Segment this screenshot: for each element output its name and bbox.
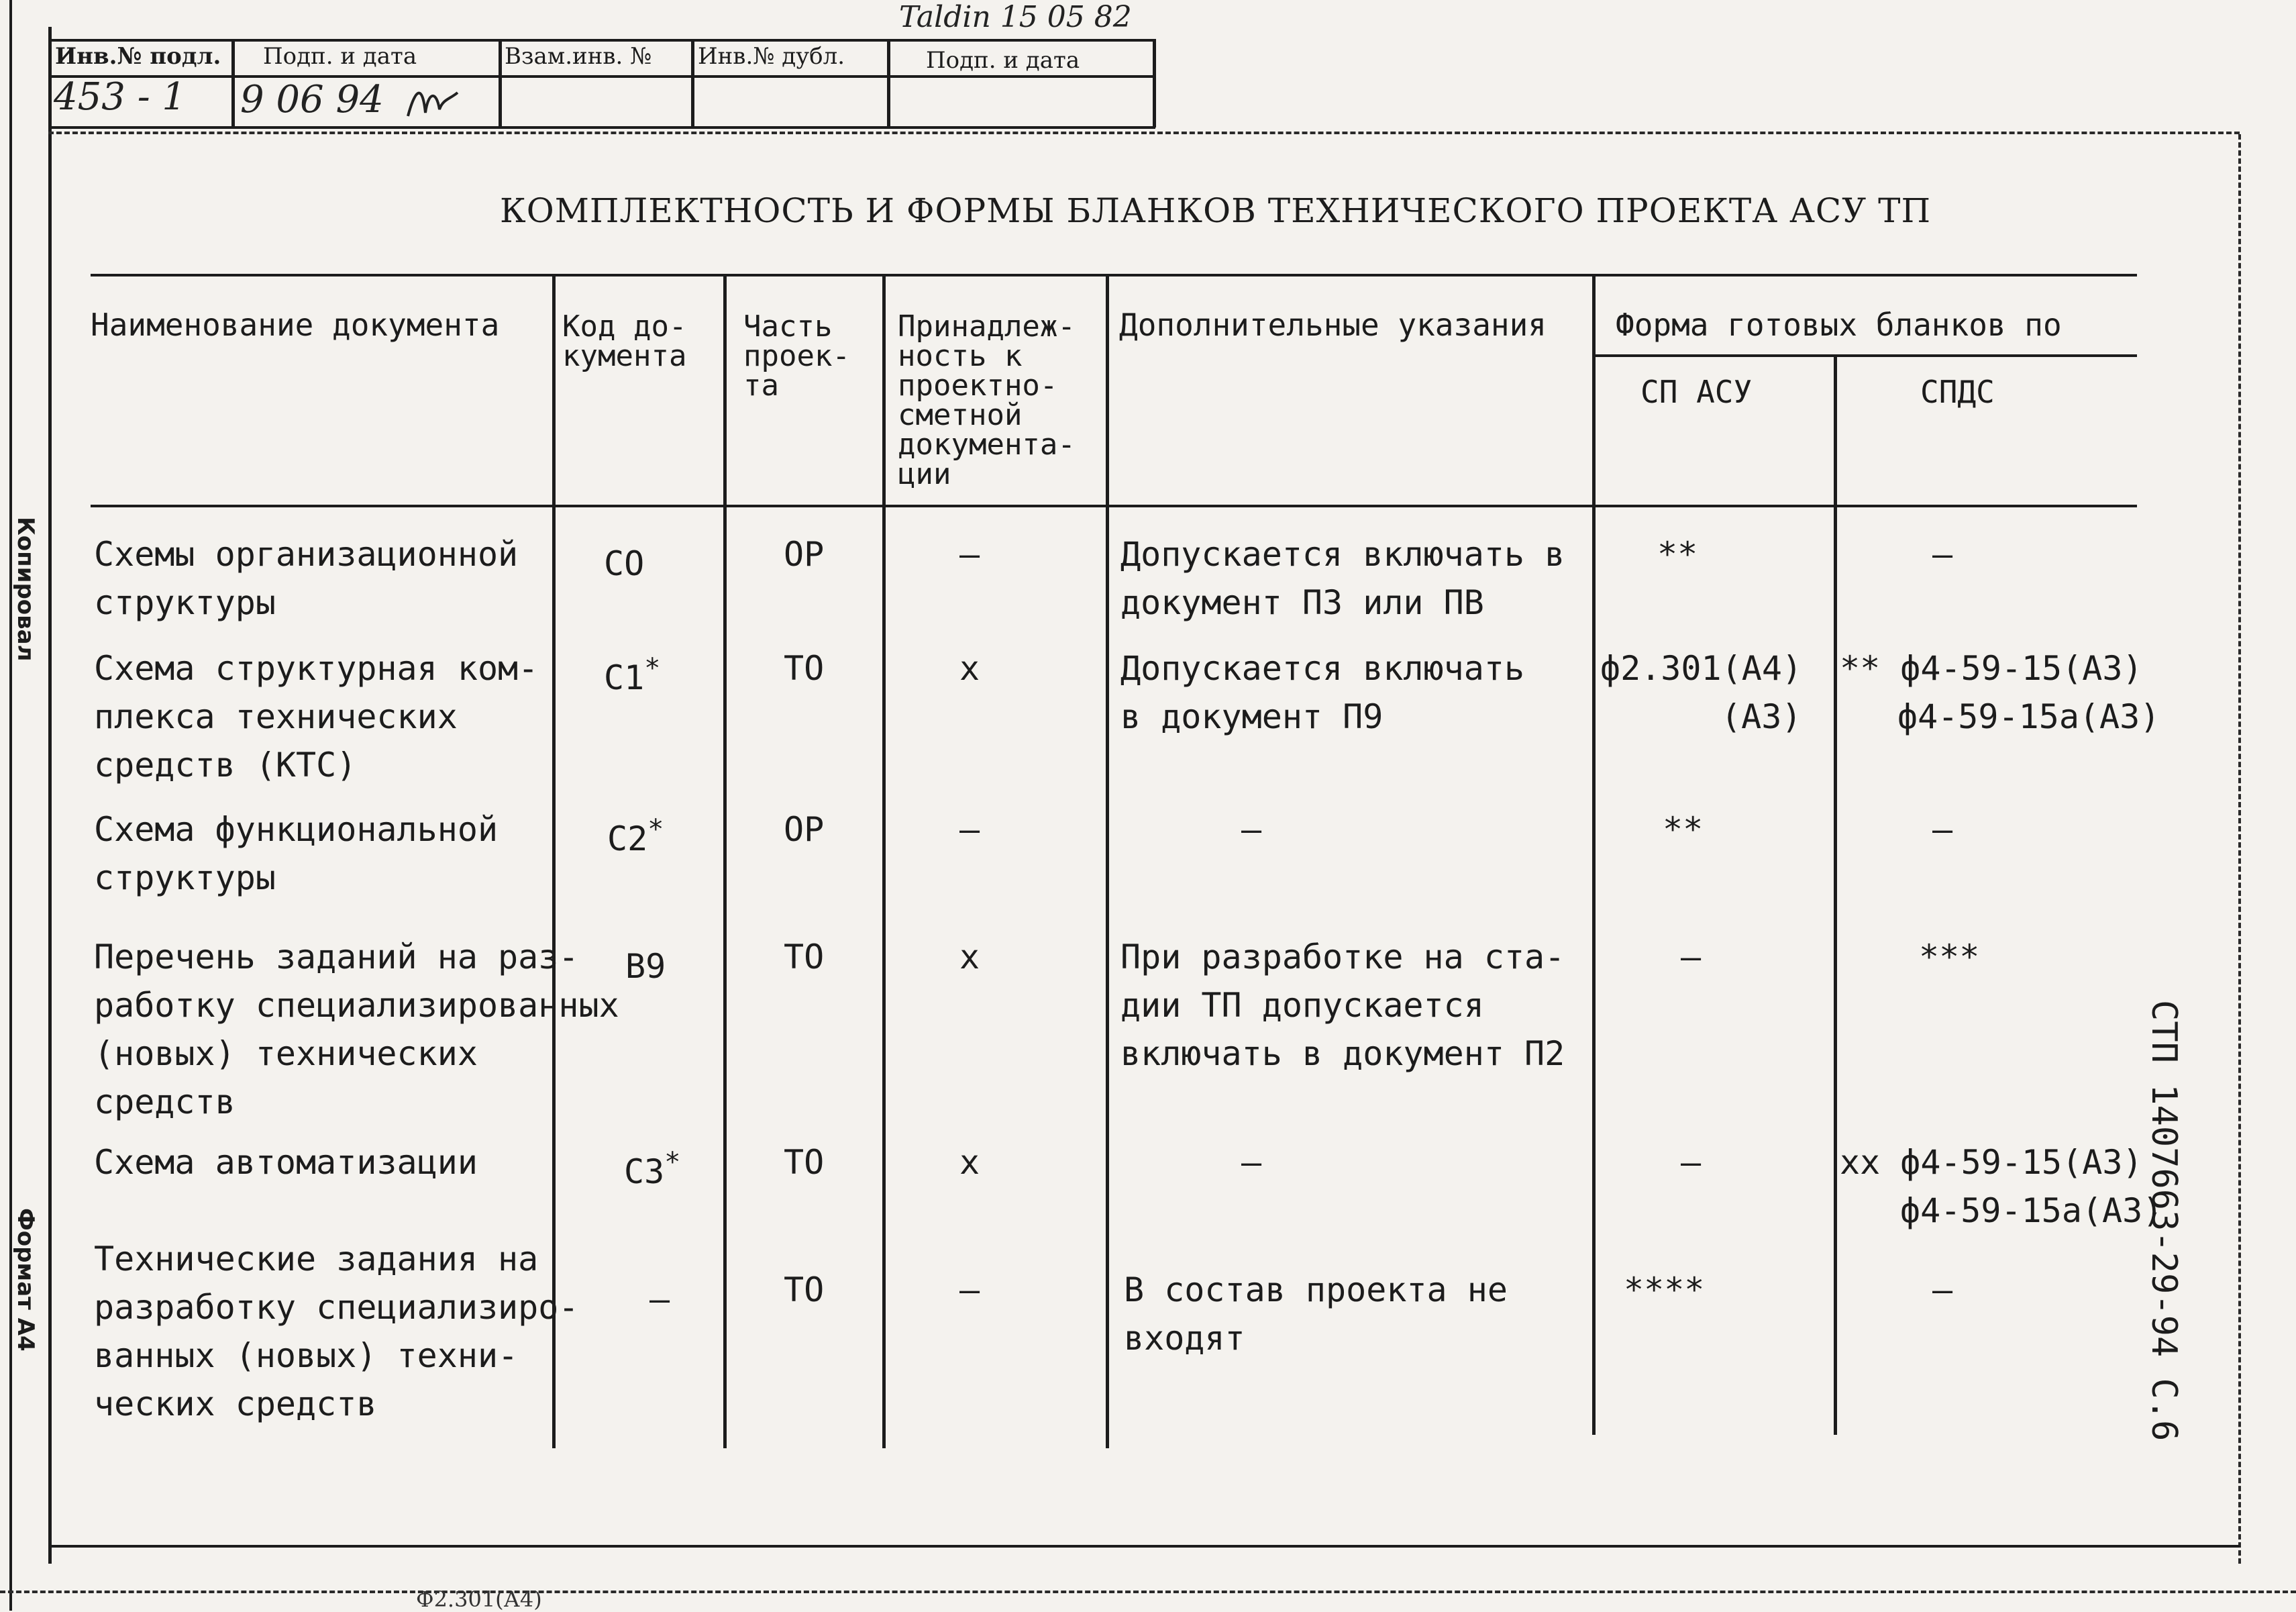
row-5-part: ТО bbox=[784, 1143, 825, 1182]
header-part-3: та bbox=[743, 368, 779, 403]
signature bbox=[403, 79, 463, 126]
row-2-form-b-line-1: ** ф4-59-15(А3) bbox=[1840, 649, 2143, 688]
row-4-notes-line-2: дии ТП допускается bbox=[1120, 986, 1484, 1025]
row-4-name-line-1: Перечень заданий на раз- bbox=[94, 938, 579, 976]
row-6-belong: – bbox=[959, 1270, 980, 1309]
row-4-name-line-3: (новых) технических bbox=[94, 1034, 478, 1073]
row-6-form-a: **** bbox=[1624, 1270, 1705, 1309]
header-belong-1: Принадлеж- bbox=[898, 309, 1076, 344]
page-left-edge bbox=[9, 0, 12, 1611]
row-1-form-a: ** bbox=[1657, 535, 1698, 574]
row-5-form-a: – bbox=[1681, 1143, 1702, 1182]
document-code: СТП 1407663-29-94 С.6 bbox=[2144, 1000, 2184, 1442]
row-2-name-line-3: средств (КТС) bbox=[94, 746, 357, 785]
frame-bottom-line bbox=[48, 1545, 2240, 1548]
row-3-name-line-1: Схема функциональной bbox=[94, 810, 499, 849]
stamp-label-replace-inv: Взам.инв. № bbox=[505, 43, 652, 70]
row-4-form-a: – bbox=[1681, 938, 1702, 976]
row-1-belong: – bbox=[959, 535, 980, 574]
header-part-1: Часть bbox=[743, 309, 833, 344]
stamp-label-sign-date-2: Подп. и дата bbox=[926, 47, 1080, 74]
row-4-code: В9 bbox=[625, 947, 666, 986]
row-2-notes-line-2: в документ П9 bbox=[1120, 697, 1384, 736]
row-6-notes-line-2: входят bbox=[1124, 1319, 1245, 1358]
header-part-2: проек- bbox=[743, 339, 850, 373]
header-belong-4: сметной bbox=[898, 398, 1023, 432]
row-3-form-a: ** bbox=[1663, 810, 1704, 849]
row-1-name-line-1: Схемы организационной bbox=[94, 535, 519, 574]
row-5-name: Схема автоматизации bbox=[94, 1143, 478, 1182]
row-2-form-b-line-2: ф4-59-15а(А3) bbox=[1897, 697, 2160, 736]
header-belong-3: проектно- bbox=[898, 368, 1058, 403]
page-title: КОМПЛЕКТНОСТЬ И ФОРМЫ БЛАНКОВ ТЕХНИЧЕСКОГО ПРОЕКТА АСУ ТП bbox=[500, 191, 1932, 230]
header-belong-6: ции bbox=[898, 457, 951, 491]
header-code-1: Код до- bbox=[562, 309, 687, 344]
row-4-form-b: *** bbox=[1919, 938, 1980, 976]
footer-form-code: Ф2.301(А4) bbox=[416, 1586, 542, 1612]
frame-right-line bbox=[2238, 134, 2241, 1564]
row-4-belong: х bbox=[959, 938, 980, 976]
row-2-form-a-line-1: ф2.301(А4) bbox=[1600, 649, 1803, 688]
row-6-name-line-2: разработку специализиро- bbox=[94, 1288, 579, 1327]
row-4-notes-line-1: При разработке на ста- bbox=[1120, 938, 1565, 976]
row-6-name-line-3: ванных (новых) техни- bbox=[94, 1336, 519, 1375]
row-2-form-a-line-2: (А3) bbox=[1721, 697, 1802, 736]
header-belong-5: документа- bbox=[898, 427, 1076, 462]
row-3-code: С2* bbox=[607, 814, 664, 858]
stamp-value-sign-date: 9 06 94 bbox=[240, 78, 384, 121]
row-2-belong: х bbox=[959, 649, 980, 688]
side-label-copied: Копировал bbox=[12, 517, 39, 662]
frame-left-line bbox=[48, 27, 52, 1564]
row-2-code: С1* bbox=[604, 653, 661, 697]
row-1-part: ОР bbox=[784, 535, 825, 574]
handwritten-date: Taldin 15 05 82 bbox=[899, 0, 1132, 34]
header-form-a: СП АСУ bbox=[1640, 374, 1753, 410]
row-1-notes-line-1: Допускается включать в bbox=[1120, 535, 1565, 574]
header-name: Наименование документа bbox=[91, 307, 500, 343]
row-4-part: ТО bbox=[784, 938, 825, 976]
stamp-label-sign-date: Подп. и дата bbox=[263, 43, 417, 70]
row-6-name-line-4: ческих средств bbox=[94, 1384, 377, 1423]
row-4-name-line-2: работку специализированных bbox=[94, 986, 619, 1025]
row-3-part: ОР bbox=[784, 810, 825, 849]
row-4-name-line-4: средств bbox=[94, 1082, 236, 1121]
row-6-form-b: – bbox=[1932, 1270, 1953, 1309]
row-1-name-line-2: структуры bbox=[94, 583, 276, 622]
page-bottom-line bbox=[0, 1591, 2296, 1593]
row-1-code: СО bbox=[604, 544, 645, 583]
row-6-part: ТО bbox=[784, 1270, 825, 1309]
row-6-code: – bbox=[649, 1280, 670, 1319]
row-5-notes: – bbox=[1241, 1143, 1262, 1182]
side-label-format: Формат А4 bbox=[12, 1208, 39, 1352]
header-notes: Дополнительные указания bbox=[1119, 307, 1547, 343]
row-3-name-line-2: структуры bbox=[94, 858, 276, 897]
header-form-group: Форма готовых бланков по bbox=[1616, 307, 2062, 343]
row-3-notes: – bbox=[1241, 810, 1262, 849]
row-1-notes-line-2: документ ПЗ или ПВ bbox=[1120, 583, 1484, 622]
row-2-part: ТО bbox=[784, 649, 825, 688]
header-belong-2: ность к bbox=[898, 339, 1023, 373]
header-form-b: СПДС bbox=[1920, 374, 1995, 410]
stamp-value-inv-orig: 453 - 1 bbox=[54, 75, 187, 119]
row-2-notes-line-1: Допускается включать bbox=[1120, 649, 1525, 688]
row-3-form-b: – bbox=[1932, 810, 1953, 849]
row-2-name-line-1: Схема структурная ком- bbox=[94, 649, 539, 688]
frame-top-line bbox=[48, 132, 2240, 134]
row-5-belong: х bbox=[959, 1143, 980, 1182]
row-2-name-line-2: плекса технических bbox=[94, 697, 458, 736]
row-5-form-b-line-1: хх ф4-59-15(А3) bbox=[1840, 1143, 2143, 1182]
stamp-label-dup-inv: Инв.№ дубл. bbox=[698, 43, 845, 70]
row-6-notes-line-1: В состав проекта не bbox=[1124, 1270, 1508, 1309]
row-3-belong: – bbox=[959, 810, 980, 849]
row-4-notes-line-3: включать в документ П2 bbox=[1120, 1034, 1565, 1073]
stamp-label-inv-orig: Инв.№ подл. bbox=[55, 43, 221, 70]
row-5-code: С3* bbox=[624, 1147, 681, 1191]
row-6-name-line-1: Технические задания на bbox=[94, 1240, 539, 1278]
header-code-2: кумента bbox=[562, 339, 687, 373]
row-1-form-b: – bbox=[1932, 535, 1953, 574]
row-5-form-b-line-2: ф4-59-15а(А3) bbox=[1900, 1191, 2163, 1230]
